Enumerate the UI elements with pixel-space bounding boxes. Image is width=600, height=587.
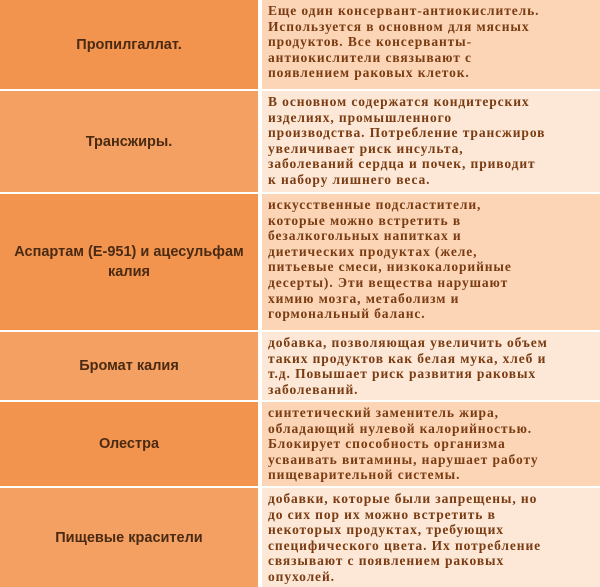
additive-name: Бромат калия xyxy=(0,332,262,400)
additive-description: В основном содержатся кондитерских изделиях, промышленного производства. Потребление трансжиров увеличивает риск инсульта, заболеваний сердца и почек, приводит к набору лишнего веса. xyxy=(262,91,600,192)
additive-name: Пищевые красители xyxy=(0,488,262,587)
table-row-aspartame xyxy=(0,194,600,332)
additive-name: Аспартам (E-951) и ацесульфам калия xyxy=(0,194,262,330)
additive-name: Трансжиры. xyxy=(0,91,262,192)
additive-description: Еще один консервант-антиокислитель. Используется в основном для мясных продуктов. Все консерванты- антиокислители связывают с появлением раковых клеток. xyxy=(262,0,600,89)
table-row-food-colorings xyxy=(0,488,600,587)
table-row-trans-fats xyxy=(0,91,600,194)
additive-description: добавка, позволяющая увеличить объем таких продуктов как белая мука, хлеб и т.д. Повышает риск развития раковых заболеваний. xyxy=(262,332,600,400)
table-row-propyl-gallate xyxy=(0,0,600,91)
additive-name: Пропилгаллат. xyxy=(0,0,262,89)
additive-description: добавки, которые были запрещены, но до сих пор их можно встретить в некоторых продуктах, требующих специфического цвета. Их потребление связывают с появлением раковых опухолей. xyxy=(262,488,600,587)
additive-description: синтетический заменитель жира, обладающий нулевой калорийностью. Блокирует способность организма усваивать витамины, нарушает работу пищеварительной системы. xyxy=(262,402,600,486)
additive-name: Олестра xyxy=(0,402,262,486)
additive-description: искусственные подсластители, которые можно встретить в безалкогольных напитках и диетических продуктах (желе, питьевые смеси, низкокалорийные десерты). Эти вещества нарушают химию мозга, метаболизм и гормональный баланс. xyxy=(262,194,600,330)
table-row-olestra xyxy=(0,402,600,488)
table-row-potassium-bromate xyxy=(0,332,600,402)
